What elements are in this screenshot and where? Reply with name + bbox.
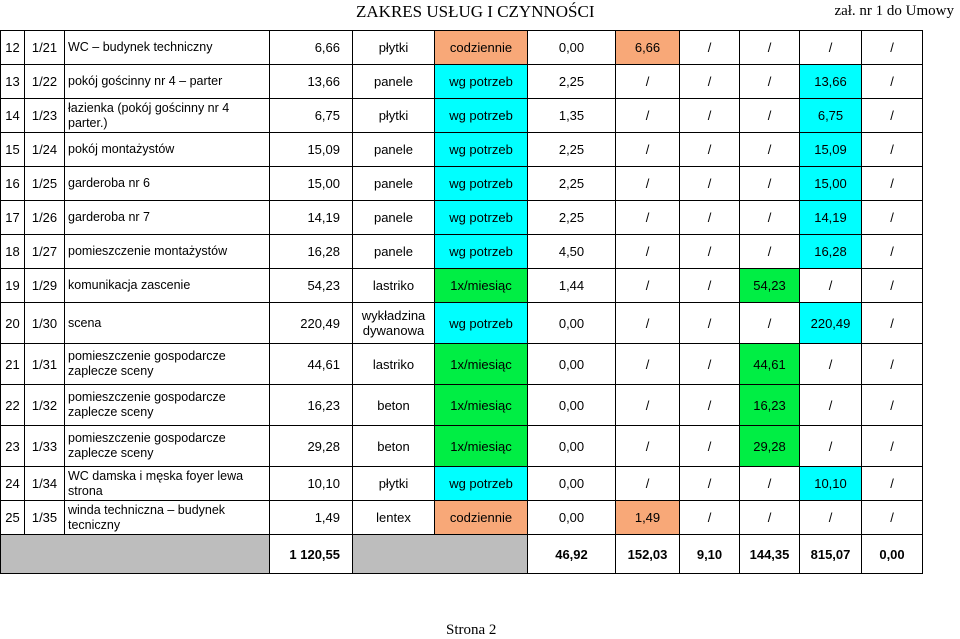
frequency-cell: wg potrzeb <box>435 99 528 133</box>
material-cell: panele <box>353 65 435 99</box>
row-number: 15 <box>1 133 25 167</box>
room-name: pomieszczenie gospodarcze zaplecze sceny <box>65 344 270 385</box>
value-6-cell: / <box>862 201 923 235</box>
room-code: 1/23 <box>25 99 65 133</box>
value-4-cell: / <box>740 99 800 133</box>
frequency-cell: wg potrzeb <box>435 201 528 235</box>
material-cell: lentex <box>353 501 435 535</box>
value-4-cell: / <box>740 31 800 65</box>
row-number: 19 <box>1 269 25 303</box>
row-number: 14 <box>1 99 25 133</box>
value-5-cell: 10,10 <box>800 467 862 501</box>
row-number: 24 <box>1 467 25 501</box>
table-row <box>1 133 923 167</box>
value-4-cell: 29,28 <box>740 426 800 467</box>
material-cell: panele <box>353 235 435 269</box>
material-cell: płytki <box>353 99 435 133</box>
room-name: pomieszczenie montażystów <box>65 235 270 269</box>
value-1-cell: 2,25 <box>528 65 616 99</box>
value-4-cell: / <box>740 201 800 235</box>
frequency-cell: wg potrzeb <box>435 65 528 99</box>
area-cell: 10,10 <box>270 467 353 501</box>
frequency-cell: codziennie <box>435 31 528 65</box>
room-name: pomieszczenie gospodarcze zaplecze sceny <box>65 385 270 426</box>
value-4-cell: / <box>740 303 800 344</box>
value-2-cell: / <box>616 467 680 501</box>
page-title: ZAKRES USŁUG I CZYNNOŚCI <box>356 2 595 21</box>
frequency-cell: wg potrzeb <box>435 467 528 501</box>
row-number: 23 <box>1 426 25 467</box>
value-2-cell: 6,66 <box>616 31 680 65</box>
room-code: 1/27 <box>25 235 65 269</box>
row-number: 20 <box>1 303 25 344</box>
room-code: 1/21 <box>25 31 65 65</box>
value-1-cell: 0,00 <box>528 426 616 467</box>
material-cell: płytki <box>353 31 435 65</box>
value-5-cell: 220,49 <box>800 303 862 344</box>
table-row <box>1 467 923 501</box>
table-row <box>1 65 923 99</box>
room-name: pokój gościnny nr 4 – parter <box>65 65 270 99</box>
services-table <box>0 30 923 574</box>
material-cell: panele <box>353 167 435 201</box>
room-code: 1/30 <box>25 303 65 344</box>
value-1-cell: 4,50 <box>528 235 616 269</box>
row-number: 16 <box>1 167 25 201</box>
total-v2: 152,03 <box>616 535 680 574</box>
area-cell: 13,66 <box>270 65 353 99</box>
value-3-cell: / <box>680 303 740 344</box>
value-6-cell: / <box>862 167 923 201</box>
value-3-cell: / <box>680 426 740 467</box>
material-cell: beton <box>353 385 435 426</box>
value-4-cell: / <box>740 467 800 501</box>
room-code: 1/33 <box>25 426 65 467</box>
value-3-cell: / <box>680 269 740 303</box>
room-name: łazienka (pokój gościnny nr 4 parter.) <box>65 99 270 133</box>
value-2-cell: / <box>616 303 680 344</box>
room-code: 1/29 <box>25 269 65 303</box>
totals-row <box>1 535 923 574</box>
frequency-cell: wg potrzeb <box>435 235 528 269</box>
value-6-cell: / <box>862 99 923 133</box>
room-name: WC damska i męska foyer lewa strona <box>65 467 270 501</box>
value-1-cell: 2,25 <box>528 167 616 201</box>
value-4-cell: / <box>740 167 800 201</box>
value-4-cell: 44,61 <box>740 344 800 385</box>
value-5-cell: / <box>800 344 862 385</box>
table-row <box>1 201 923 235</box>
table-row <box>1 269 923 303</box>
totals-spacer <box>1 535 270 574</box>
value-4-cell: 16,23 <box>740 385 800 426</box>
row-number: 12 <box>1 31 25 65</box>
table-row <box>1 303 923 344</box>
area-cell: 14,19 <box>270 201 353 235</box>
table-row <box>1 99 923 133</box>
value-5-cell: / <box>800 269 862 303</box>
table-row <box>1 31 923 65</box>
value-5-cell: / <box>800 426 862 467</box>
room-code: 1/24 <box>25 133 65 167</box>
value-5-cell: 16,28 <box>800 235 862 269</box>
table-row <box>1 501 923 535</box>
total-v5: 815,07 <box>800 535 862 574</box>
value-6-cell: / <box>862 501 923 535</box>
room-code: 1/32 <box>25 385 65 426</box>
row-number: 21 <box>1 344 25 385</box>
room-name: garderoba nr 6 <box>65 167 270 201</box>
value-4-cell: / <box>740 235 800 269</box>
area-cell: 16,28 <box>270 235 353 269</box>
value-5-cell: 13,66 <box>800 65 862 99</box>
room-code: 1/31 <box>25 344 65 385</box>
value-5-cell: / <box>800 385 862 426</box>
frequency-cell: wg potrzeb <box>435 167 528 201</box>
total-v1: 46,92 <box>528 535 616 574</box>
room-name: scena <box>65 303 270 344</box>
value-3-cell: / <box>680 385 740 426</box>
row-number: 13 <box>1 65 25 99</box>
area-cell: 15,09 <box>270 133 353 167</box>
value-5-cell: 15,00 <box>800 167 862 201</box>
table-row <box>1 426 923 467</box>
frequency-cell: 1x/miesiąc <box>435 385 528 426</box>
total-v4: 144,35 <box>740 535 800 574</box>
value-2-cell: / <box>616 344 680 385</box>
value-3-cell: / <box>680 467 740 501</box>
value-6-cell: / <box>862 31 923 65</box>
value-4-cell: / <box>740 133 800 167</box>
area-cell: 54,23 <box>270 269 353 303</box>
value-2-cell: / <box>616 269 680 303</box>
value-2-cell: / <box>616 426 680 467</box>
value-3-cell: / <box>680 344 740 385</box>
value-2-cell: / <box>616 65 680 99</box>
frequency-cell: 1x/miesiąc <box>435 344 528 385</box>
row-number: 25 <box>1 501 25 535</box>
value-1-cell: 0,00 <box>528 344 616 385</box>
value-2-cell: / <box>616 201 680 235</box>
value-1-cell: 2,25 <box>528 133 616 167</box>
value-6-cell: / <box>862 467 923 501</box>
area-cell: 6,66 <box>270 31 353 65</box>
area-cell: 15,00 <box>270 167 353 201</box>
area-cell: 1,49 <box>270 501 353 535</box>
value-3-cell: / <box>680 201 740 235</box>
material-cell: beton <box>353 426 435 467</box>
row-number: 18 <box>1 235 25 269</box>
value-2-cell: / <box>616 133 680 167</box>
row-number: 17 <box>1 201 25 235</box>
row-number: 22 <box>1 385 25 426</box>
frequency-cell: 1x/miesiąc <box>435 269 528 303</box>
page-number: Strona 2 <box>446 622 497 638</box>
value-3-cell: / <box>680 99 740 133</box>
value-1-cell: 0,00 <box>528 31 616 65</box>
table-row <box>1 167 923 201</box>
value-5-cell: / <box>800 31 862 65</box>
room-code: 1/25 <box>25 167 65 201</box>
area-cell: 220,49 <box>270 303 353 344</box>
value-5-cell: / <box>800 501 862 535</box>
room-code: 1/22 <box>25 65 65 99</box>
value-1-cell: 0,00 <box>528 501 616 535</box>
room-code: 1/26 <box>25 201 65 235</box>
area-cell: 6,75 <box>270 99 353 133</box>
material-cell: lastriko <box>353 269 435 303</box>
value-6-cell: / <box>862 269 923 303</box>
totals-spacer <box>353 535 528 574</box>
total-v6: 0,00 <box>862 535 923 574</box>
value-2-cell: / <box>616 99 680 133</box>
value-6-cell: / <box>862 303 923 344</box>
value-6-cell: / <box>862 235 923 269</box>
frequency-cell: 1x/miesiąc <box>435 426 528 467</box>
room-name: garderoba nr 7 <box>65 201 270 235</box>
value-3-cell: / <box>680 133 740 167</box>
room-name: winda techniczna – budynek tecniczny <box>65 501 270 535</box>
material-cell: panele <box>353 133 435 167</box>
room-name: komunikacja zascenie <box>65 269 270 303</box>
total-v3: 9,10 <box>680 535 740 574</box>
value-6-cell: / <box>862 385 923 426</box>
room-name: WC – budynek techniczny <box>65 31 270 65</box>
value-2-cell: / <box>616 385 680 426</box>
value-4-cell: 54,23 <box>740 269 800 303</box>
value-1-cell: 0,00 <box>528 303 616 344</box>
room-code: 1/34 <box>25 467 65 501</box>
table-row <box>1 385 923 426</box>
value-3-cell: / <box>680 65 740 99</box>
material-cell: panele <box>353 201 435 235</box>
room-name: pokój montażystów <box>65 133 270 167</box>
value-5-cell: 14,19 <box>800 201 862 235</box>
area-cell: 16,23 <box>270 385 353 426</box>
table-row <box>1 344 923 385</box>
value-3-cell: / <box>680 31 740 65</box>
value-1-cell: 2,25 <box>528 201 616 235</box>
value-6-cell: / <box>862 65 923 99</box>
material-cell: płytki <box>353 467 435 501</box>
table-row <box>1 235 923 269</box>
frequency-cell: wg potrzeb <box>435 133 528 167</box>
attachment-label: zał. nr 1 do Umowy <box>834 3 954 19</box>
area-cell: 29,28 <box>270 426 353 467</box>
frequency-cell: codziennie <box>435 501 528 535</box>
value-6-cell: / <box>862 344 923 385</box>
value-1-cell: 1,44 <box>528 269 616 303</box>
value-3-cell: / <box>680 235 740 269</box>
material-cell: lastriko <box>353 344 435 385</box>
value-1-cell: 0,00 <box>528 467 616 501</box>
value-2-cell: / <box>616 235 680 269</box>
value-4-cell: / <box>740 65 800 99</box>
value-1-cell: 0,00 <box>528 385 616 426</box>
value-3-cell: / <box>680 167 740 201</box>
value-4-cell: / <box>740 501 800 535</box>
area-cell: 44,61 <box>270 344 353 385</box>
value-5-cell: 15,09 <box>800 133 862 167</box>
value-1-cell: 1,35 <box>528 99 616 133</box>
value-2-cell: 1,49 <box>616 501 680 535</box>
value-3-cell: / <box>680 501 740 535</box>
frequency-cell: wg potrzeb <box>435 303 528 344</box>
room-code: 1/35 <box>25 501 65 535</box>
material-cell: wykładzina dywanowa <box>353 303 435 344</box>
value-6-cell: / <box>862 426 923 467</box>
room-name: pomieszczenie gospodarcze zaplecze sceny <box>65 426 270 467</box>
value-2-cell: / <box>616 167 680 201</box>
value-5-cell: 6,75 <box>800 99 862 133</box>
total-area: 1 120,55 <box>270 535 353 574</box>
value-6-cell: / <box>862 133 923 167</box>
